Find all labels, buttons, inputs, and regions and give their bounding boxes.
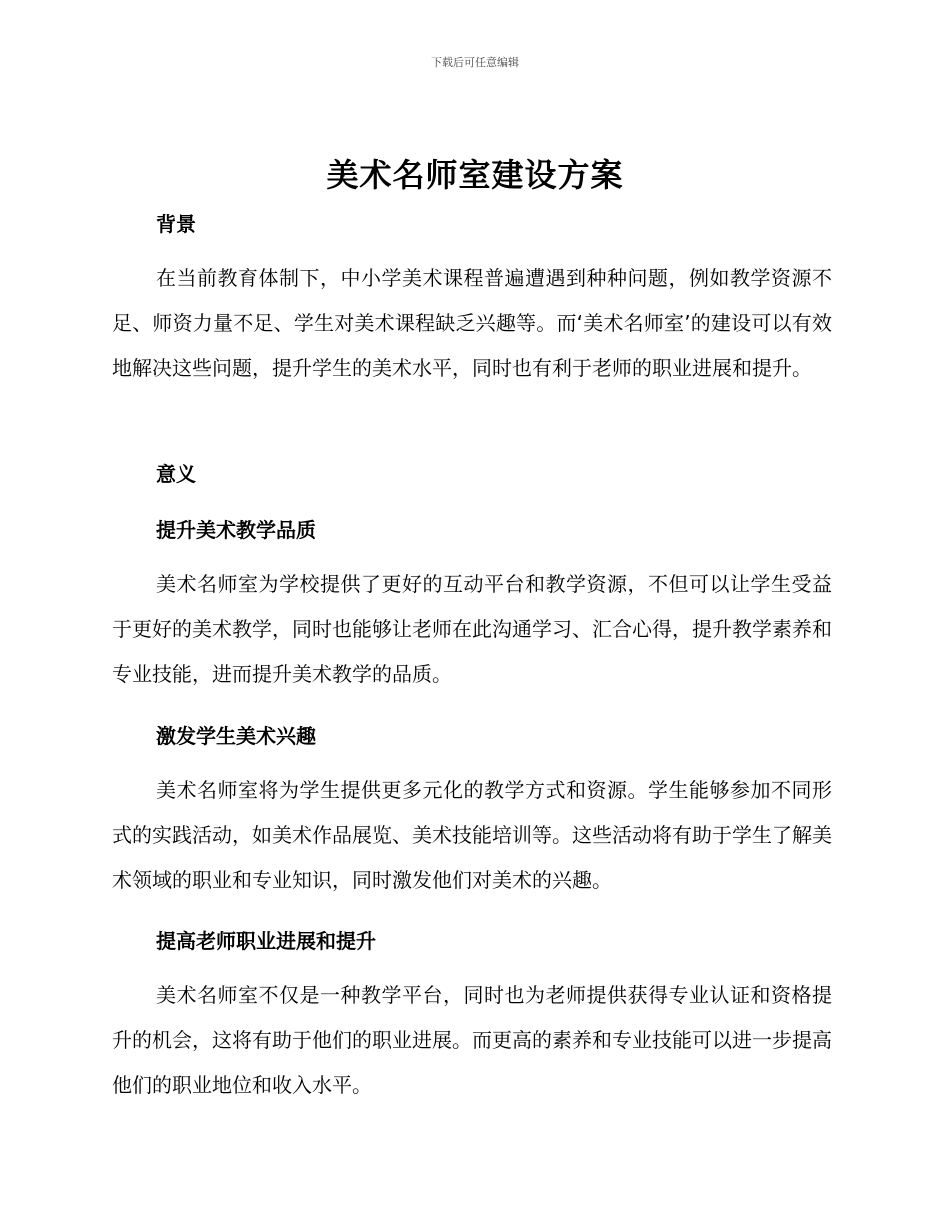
section-heading-significance: 意义: [156, 462, 196, 486]
section-heading-background: 背景: [156, 212, 196, 236]
section-body-background: 在当前教育体制下，中小学美术课程普遍遭遇到种种问题，例如教学资源不足、师资力量不足、学生对美术课程缺乏兴趣等。而‘美术名师室’的建设可以有效地解决这些问题，提升学生的美术水平，同时也有利于老师的职业进展和提升。: [112, 266, 832, 380]
page-header-note: 下载后可任意编辑: [431, 56, 519, 69]
section-body-student-interest: 美术名师室将为学生提供更多元化的教学方式和资源。学生能够参加不同形式的实践活动，如美术作品展览、美术技能培训等。这些活动将有助于学生了解美术领域的职业和专业知识，同时激发他们对美术的兴趣。: [112, 778, 832, 892]
section-body-teaching-quality: 美术名师室为学校提供了更好的互动平台和教学资源，不但可以让学生受益于更好的美术教学，同时也能够让老师在此沟通学习、汇合心得，提升教学素养和专业技能，进而提升美术教学的品质。: [112, 572, 832, 686]
section-heading-teacher-career: 提高老师职业进展和提升: [156, 929, 376, 953]
section-heading-student-interest: 激发学生美术兴趣: [156, 724, 316, 748]
section-body-teacher-career: 美术名师室不仅是一种教学平台，同时也为老师提供获得专业认证和资格提升的机会，这将有助于他们的职业进展。而更高的素养和专业技能可以进一步提高他们的职业地位和收入水平。: [112, 983, 832, 1097]
document-title: 美术名师室建设方案: [326, 156, 624, 194]
section-heading-teaching-quality: 提升美术教学品质: [156, 518, 316, 542]
